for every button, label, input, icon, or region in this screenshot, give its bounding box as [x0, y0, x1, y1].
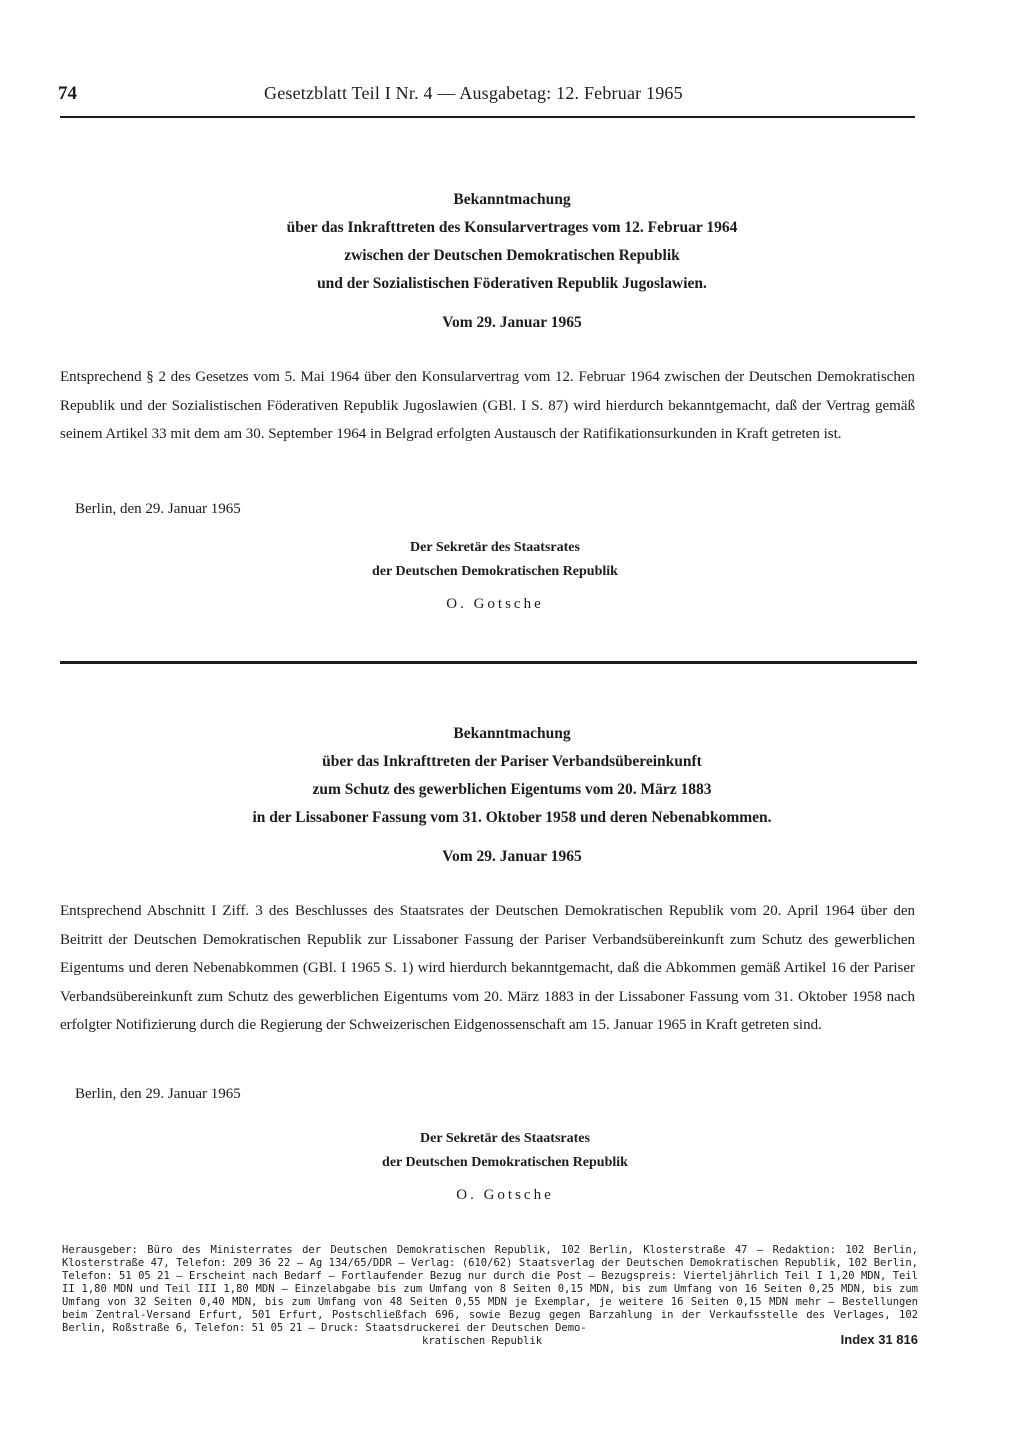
section-divider	[60, 661, 917, 664]
announcement-2-title-line: in der Lissaboner Fassung vom 31. Oktober 1958 und deren Nebenabkommen.	[252, 809, 772, 826]
announcement-2-title-line: zum Schutz des gewerblichen Eigentums vom 20. März 1883	[312, 781, 712, 798]
announcement-2-title-line: über das Inkrafttreten der Pariser Verbandsübereinkunft	[322, 753, 702, 770]
announcement-2-title	[0, 720, 1024, 832]
announcement-2-signature	[315, 1127, 695, 1207]
signer-title: der Deutschen Demokratischen Republik	[382, 1155, 628, 1170]
signer-name: O. Gotsche	[446, 596, 544, 612]
announcement-1-date: Vom 29. Januar 1965	[442, 314, 582, 331]
announcement-1-title-line: und der Sozialistischen Föderativen Republik Jugoslawien.	[317, 275, 707, 292]
announcement-1-signature	[300, 536, 690, 616]
imprint-text: Herausgeber: Büro des Ministerrates der Deutschen Demokratischen Republik, 102 Berlin, Klosterstraße 47 — Redaktion: 102 Berlin, Klosterstraße 47, Telefon: 209 36 22 — Ag 134/65/DDR — Verlag: (610/62) Staatsverlag der Deutschen Demokratischen Republik, 102 Berlin, Telefon: 51 05 21 — Erscheint nach Bedarf — Fortlaufender Bezug nur durch die Post — Bezugspreis: Vierteljährlich Teil I 1,20 MDN, Teil II 1,80 MDN und Teil III 1,80 MDN — Einzelabgabe bis zum Umfang von 8 Seiten 0,15 MDN, bis zum Umfang von 16 Seiten 0,25 MDN, bis zum Umfang von 32 Seiten 0,40 MDN, bis zum Umfang von 48 Seiten 0,55 MDN je Exemplar, je weitere 16 Seiten 0,15 MDN mehr — Bestellungen beim Zentral-Versand Erfurt, 501 Erfurt, Postschließfach 696, sowie Bezug gegen Barzahlung in der Verkaufsstelle des Verlages, 102 Berlin, Roßstraße 6, Telefon: 51 05 21 — Druck: Staatsdruckerei der Deutschen Demo-	[62, 1244, 918, 1334]
header-rule	[60, 116, 915, 118]
announcement-2-body: Entsprechend Abschnitt I Ziff. 3 des Beschlusses des Staatsrates der Deutschen Demokratischen Republik vom 20. April 1964 über den Beitritt der Deutschen Demokratischen Republik zur Lissaboner Fassung der Pariser Verbandsübereinkunft zum Schutz des gewerblichen Eigentums und deren Nebenabkommen (GBl. I 1965 S. 1) wird hierdurch bekanntgemacht, daß die Abkommen gemäß Artikel 16 der Pariser Verbandsübereinkunft zum Schutz des gewerblichen Eigentums vom 20. März 1883 in der Lissaboner Fassung vom 31. Oktober 1958 nach erfolgter Notifizierung durch die Regierung der Schweizerischen Eidgenossenschaft am 15. Januar 1965 in Kraft getreten sind.	[60, 903, 915, 1033]
announcement-2-place-date: Berlin, den 29. Januar 1965	[75, 1086, 241, 1102]
imprint-tail: kratischen Republik	[422, 1335, 543, 1347]
announcement-1-heading: Bekanntmachung	[453, 191, 571, 208]
signer-name: O. Gotsche	[456, 1187, 554, 1203]
page-header	[58, 83, 916, 113]
announcement-1-body: Entsprechend § 2 des Gesetzes vom 5. Mai 1964 über den Konsularvertrag vom 12. Februar 1964 zwischen der Deutschen Demokratischen Republik und der Sozialistischen Föderativen Republik Jugoslawien (GBl. I S. 87) wird hierdurch bekanntgemacht, daß der Vertrag gemäß seinem Artikel 33 mit dem am 30. September 1964 in Belgrad erfolgten Austausch der Ratifikationsurkunden in Kraft getreten ist.	[60, 369, 915, 442]
header-title: Gesetzblatt Teil I Nr. 4 — Ausgabetag: 12. Februar 1965	[264, 83, 683, 103]
announcement-1-title-line: über das Inkrafttreten des Konsularvertrages vom 12. Februar 1964	[286, 219, 738, 236]
page-number: 74	[58, 83, 77, 104]
signer-title: der Deutschen Demokratischen Republik	[372, 564, 618, 579]
announcement-1-title	[0, 186, 1024, 298]
announcement-1-title-line: zwischen der Deutschen Demokratischen Republik	[344, 247, 680, 264]
announcement-2-heading: Bekanntmachung	[453, 725, 571, 742]
announcement-2-date: Vom 29. Januar 1965	[442, 848, 582, 865]
signer-title: Der Sekretär des Staatsrates	[410, 540, 580, 555]
announcement-1-place-date: Berlin, den 29. Januar 1965	[75, 501, 241, 517]
imprint-last-line	[62, 1332, 918, 1351]
index-number: Index 31 816	[840, 1332, 918, 1347]
signer-title: Der Sekretär des Staatsrates	[420, 1131, 590, 1146]
